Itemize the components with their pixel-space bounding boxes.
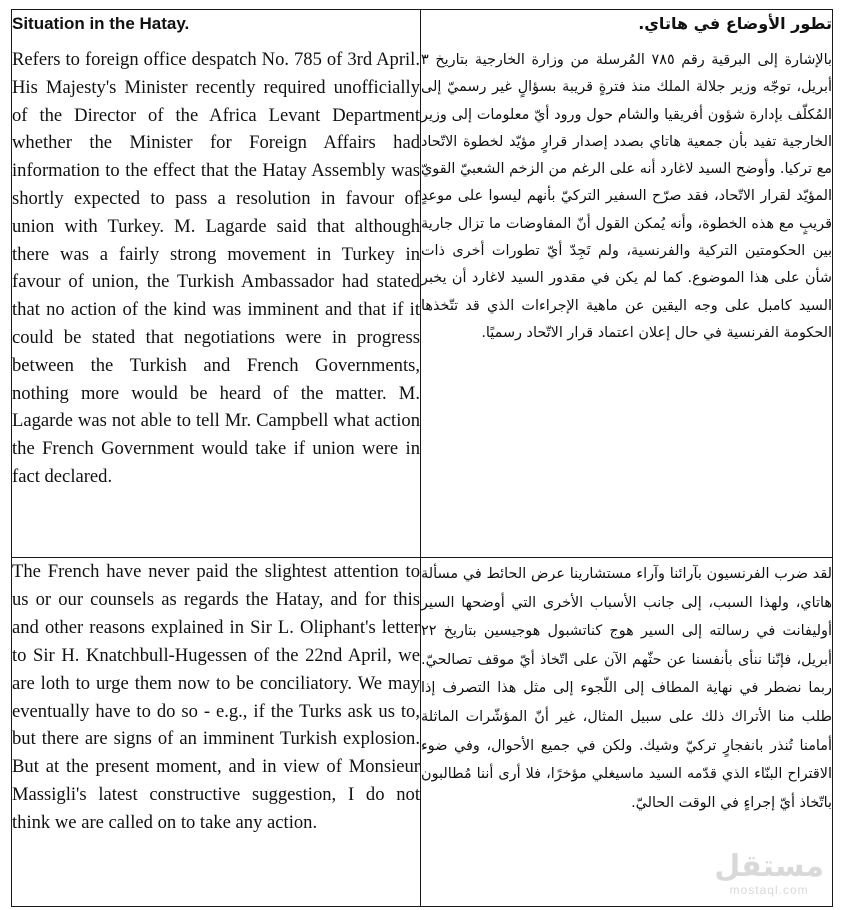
arabic-cell (421, 10, 833, 558)
english-cell (12, 558, 421, 907)
english-paragraph: The French have never paid the slightest attention to us or our counsels as regards the Hatay, and for this and other reasons explained in Sir L. Oliphant's letter to Sir H. Knatchbull-Hugessen of the 22nd April, we are loth to urge them now to be conciliatory. We may eventually have to do so - e.g., if the Turks ask us to, but there are signs of an imminent Turkish explosion. But at the present moment, and in view of Monsieur Massigli's latest constructive suggestion, I do not think we are called on to take any action. (12, 561, 420, 834)
watermark-site-text: mostaql.com (729, 883, 809, 897)
arabic-paragraph: بالإشارة إلى البرقية رقم ٧٨٥ المُرسلة من وزارة الخارجية بتاريخ ٣ أبريل، توجّه وزير جلالة الملك منذ فترةٍ قريبة بسؤالٍ غير رسميّ إلى المُكلّف بإدارة شؤون أفريقيا والشام حول ورود أيّ معلومات إلى وزير الخارجية تفيد بأن جمعية هاتاي بصدد إصدار قرارٍ مؤيّد لخطوة الاتّحاد مع تركيا. وأوضح السيد لاغارد أنه على الرغم من الزخم الشعبيّ القويّ المؤيّد لقرار الاتّحاد، فقد صرّح السفير التركيّ بأنهم ليسوا على موعدٍ قريبٍ مع هذه الخطوة، وأنه يُمكن القول أنّ المفاوضات ما تزال جارية بين الحكومتين التركية والفرنسية، ولم تَجِدّ أيّ تطورات أخرى ذات شأن على هذا الموضوع. كما لم يكن في مقدور السيد لاغارد أن يخبر السيد كامبل على وجه اليقين عن ماهية الإجراءات الذي قد تتّخذها الحكومة الفرنسية في حال إعلان اعتماد قرار الاتّحاد رسميًا. (421, 52, 832, 341)
arabic-cell (421, 558, 833, 907)
arabic-section-title: تطور الأوضاع في هاتاي. (638, 14, 832, 33)
english-paragraph: Refers to foreign office despatch No. 785 of 3rd April. His Majesty's Minister recently required unofficially of the Director of the Africa Levant Department whether the Minister for Foreign Affairs had information to the effect that the Hatay Assembly was shortly expected to pass a resolution in favour of union with Turkey. M. Lagarde said that although there was a fairly strong movement in Turkey in favour of union, the Turkish Ambassador had stated that no action of the kind was imminent and that if it could be stated that negotiations were in progress between the Turkish and French Governments, nothing more would be heard of the matter. M. Lagarde was not able to tell Mr. Campbell what action the French Government would take if union were in fact declared. (12, 49, 420, 487)
table-row (12, 10, 833, 558)
arabic-paragraph: لقد ضرب الفرنسيون بآرائنا وآراء مستشارينا عرض الحائط في مسألة هاتاي، ولهذا السبب، إلى جانب الأسباب الأخرى التي أوضحها السير أوليفانت في رسالته إلى السير هوج كناتشبول هوجيسين بتاريخ ٢٢ أبريل، فإنّنا ننأى بأنفسنا عن حثّهم الآن على اتّخاذ أيّ موقف تصالحيّ. ربما نضطر في نهاية المطاف إلى اللّجوء إلى مثل هذا التصرف إذا طلب منا الأتراك ذلك على سبيل المثال، غير أنّ المؤشّرات الماثلة أمامنا تُنذر بانفجارٍ تركيّ وشيك. ولكن في جميع الأحوال، وفي ضوء الاقتراح البنّاء الذي قدّمه السيد ماسيغلي مؤخرًا، فلا أرى أننا مُطالبون باتّخاذ أيّ إجراءٍ في الوقت الحاليّ. (421, 566, 832, 811)
table-row (12, 558, 833, 907)
english-cell (12, 10, 421, 558)
english-section-title: Situation in the Hatay. (12, 14, 190, 33)
translation-table (11, 9, 833, 907)
watermark-arabic-text: مستقل (714, 849, 824, 884)
